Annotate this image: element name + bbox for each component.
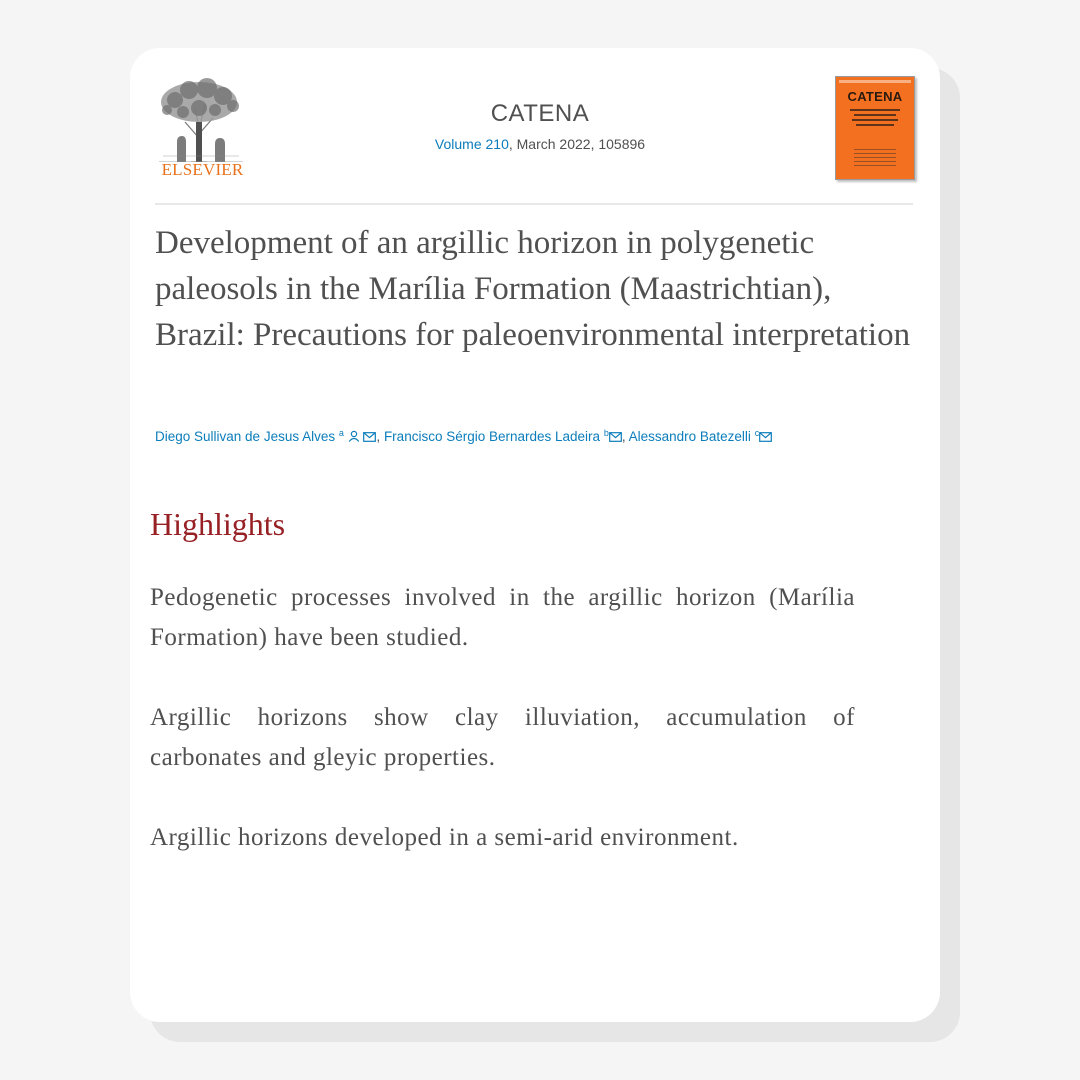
cover-strip: [839, 80, 911, 83]
highlights-heading: Highlights: [150, 506, 286, 542]
envelope-icon[interactable]: [363, 432, 376, 442]
article-card: [130, 48, 940, 1022]
header-divider: [155, 203, 913, 205]
article-title: Development of an argillic horizon in polygenetic paleosols in the Marília Formation (Maastrichtian), Brazil: Precautions for paleoenvironmental interpretation: [155, 225, 911, 353]
journal-cover-thumbnail[interactable]: [835, 76, 915, 180]
author-affiliation-3: c: [754, 428, 760, 438]
issue-details: , March 2022, 105896: [508, 136, 646, 152]
author-affiliation-2: b: [603, 428, 609, 438]
highlights-list: [150, 578, 855, 898]
author-affiliation-1: a: [338, 428, 344, 438]
author-link-1[interactable]: Diego Sullivan de Jesus Alves: [155, 429, 336, 444]
author-link-2[interactable]: Francisco Sérgio Bernardes Ladeira: [383, 429, 601, 444]
author-list: [155, 428, 925, 444]
person-icon[interactable]: [348, 430, 360, 442]
journal-header: [290, 100, 790, 152]
author-separator: ,: [621, 429, 629, 444]
volume-link[interactable]: Volume 210: [434, 136, 509, 152]
author-link-3[interactable]: Alessandro Batezelli: [628, 429, 751, 444]
journal-meta: [290, 136, 790, 152]
envelope-icon[interactable]: [759, 432, 772, 442]
highlight-item: Argillic horizons developed in a semi-arid environment.: [150, 824, 739, 851]
author-separator: ,: [376, 429, 384, 444]
highlight-item: Argillic horizons show clay illuviation, accumulation of carbonates and gleyic properties.: [150, 704, 855, 771]
cover-text-lines: [850, 109, 900, 129]
envelope-icon[interactable]: [609, 432, 622, 442]
highlight-item: Pedogenetic processes involved in the argillic horizon (Marília Formation) have been studied.: [150, 584, 855, 651]
cover-title: CATENA: [847, 89, 903, 104]
publisher-name: ELSEVIER: [161, 160, 244, 179]
cover-small-lines: [854, 149, 896, 169]
journal-title[interactable]: CATENA: [490, 100, 590, 127]
